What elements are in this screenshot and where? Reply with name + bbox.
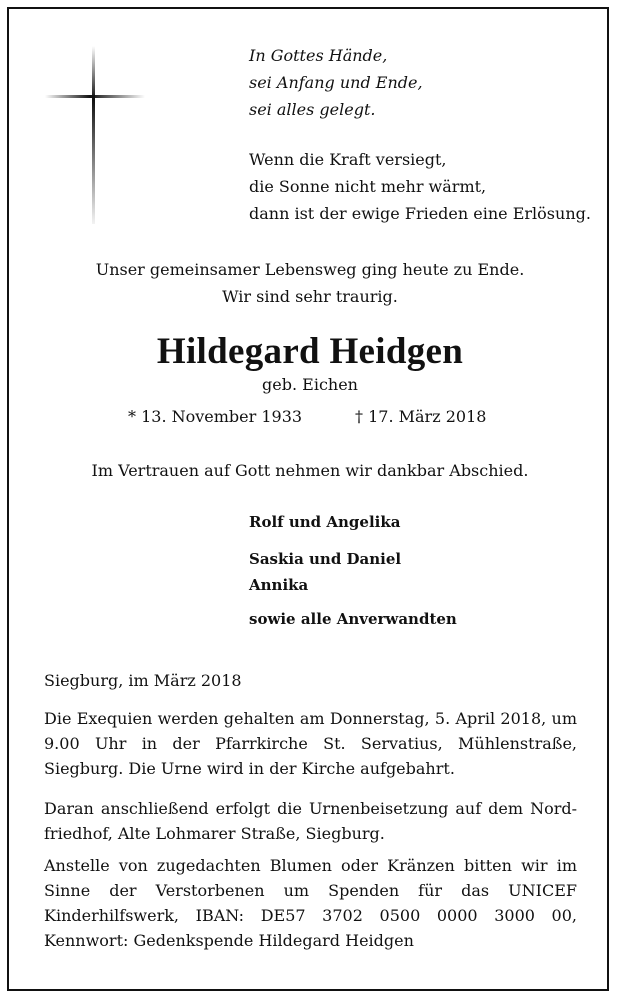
poem-line: sei alles gelegt. [249,100,376,119]
funeral-paragraph [44,706,577,781]
born-name: geb. Eichen [262,375,358,394]
poem-stanza-2 [249,146,591,227]
farewell-text: Im Vertrauen auf Gott nehmen wir dankbar Abschied. [91,461,529,480]
intro-line: Unser gemeinsamer Lebensweg ging heute zu Ende. [95,260,525,279]
poem-line: die Sonne nicht mehr wärmt, [249,177,487,196]
poem-line: In Gottes Hände, [249,46,388,65]
birth-date: * 13. November 1933 [128,407,303,426]
intro-line: Wir sind sehr traurig. [222,287,398,306]
place-date: Siegburg, im März 2018 [44,671,242,690]
burial-paragraph [44,796,577,846]
deceased-name: Hildegard Heidgen [156,331,464,372]
paragraph-text: Die Exequien werden gehalten am Donnerstag, 5. April 2018, um 9.00 Uhr in der Pfarrkirche St. Servatius, Mühlenstraße, Siegburg. Die Urne wird in der Kirche aufgebahrt. [44,709,577,778]
cross-icon [40,46,150,226]
poem-line: dann ist der ewige Frieden eine Erlösung. [249,204,591,223]
poem-line: Wenn die Kraft versiegt, [249,150,447,169]
paragraph-text: Anstelle von zugedachten Blumen oder Kränzen bitten wir im Sinne der Verstorbenen um Spenden für das UNICEF Kinderhilfswerk, IBAN: DE57 3702 0500 0000 3000 00, Kennwort: Gedenkspende Hildegard Heidgen [44,856,577,950]
poem-stanza-1 [249,42,423,123]
paragraph-text: Daran anschließend erfolgt die Urnenbeisetzung auf dem Nord-friedhof, Alte Lohmarer Straße, Siegburg. [44,799,577,843]
family-member: Saskia und Daniel [249,550,402,568]
family-member: Rolf und Angelika [249,513,401,531]
intro-text [0,256,620,310]
family-member: sowie alle Anverwandten [249,610,457,628]
donation-paragraph [44,853,577,953]
poem-line: sei Anfang und Ende, [249,73,423,92]
family-member: Annika [249,576,309,594]
death-date: † 17. März 2018 [355,407,487,426]
